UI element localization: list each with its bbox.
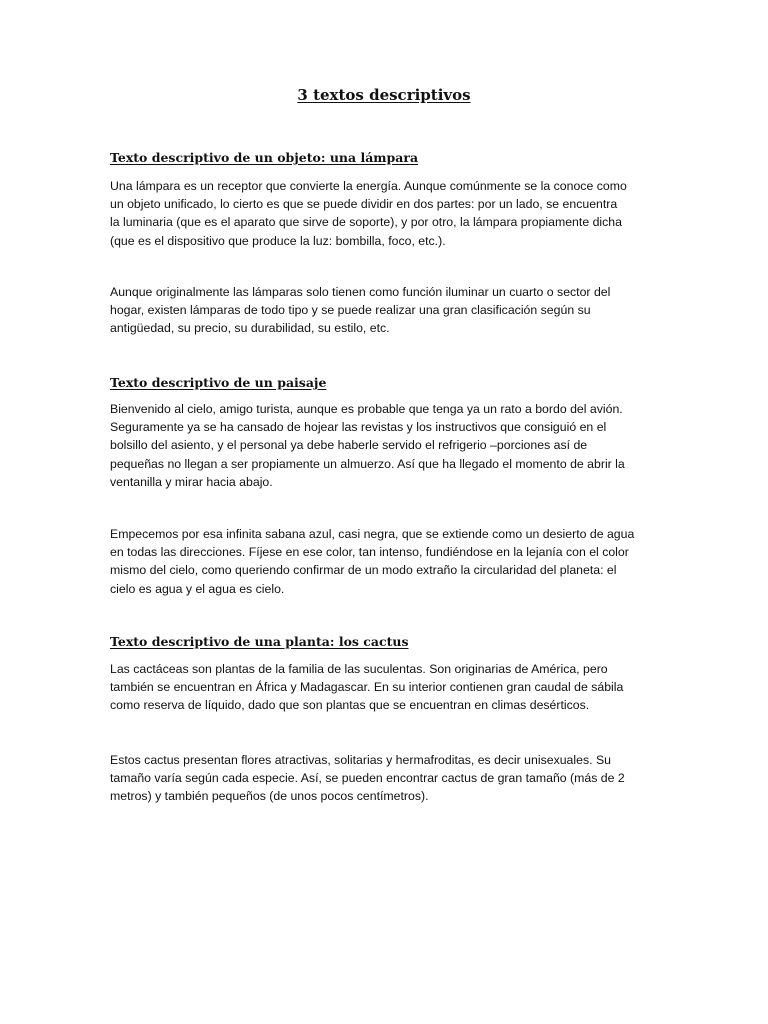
paragraph-paisaje-1 bbox=[110, 400, 658, 491]
text-line: metros) y también pequeños (de unos pocos centímetros). bbox=[110, 789, 429, 804]
section-heading-paisaje: Texto descriptivo de un paisaje bbox=[110, 375, 327, 390]
paragraph-cactus-1 bbox=[110, 660, 658, 715]
section-heading-lampara: Texto descriptivo de un objeto: una lámpara bbox=[110, 150, 419, 165]
paragraph-lampara-2 bbox=[110, 283, 658, 338]
section-heading-cactus: Texto descriptivo de una planta: los cactus bbox=[110, 634, 409, 649]
document-title: 3 textos descriptivos bbox=[297, 86, 471, 104]
text-line: también se encuentran en África y Madagascar. En su interior contienen gran caudal de sábila bbox=[110, 680, 624, 695]
text-line: antigüedad, su precio, su durabilidad, su estilo, etc. bbox=[110, 321, 390, 336]
text-line: mismo del cielo, como queriendo confirmar de un modo extraño la circularidad del planeta: el bbox=[110, 563, 617, 578]
text-line: tamaño varía según cada especie. Así, se pueden encontrar cactus de gran tamaño (más de 2 bbox=[110, 771, 625, 786]
text-line: (que es el dispositivo que produce la luz: bombilla, foco, etc.). bbox=[110, 233, 446, 248]
text-line: cielo es agua y el agua es cielo. bbox=[110, 581, 285, 596]
text-line: un objeto unificado, lo cierto es que se puede dividir en dos partes: por un lado, se encuentra bbox=[110, 197, 618, 212]
paragraph-paisaje-2 bbox=[110, 525, 658, 598]
text-line: Estos cactus presentan flores atractivas, solitarias y hermafroditas, es decir unisexuales. Su bbox=[110, 753, 611, 767]
text-line: pequeñas no llegan a ser propiamente un almuerzo. Así que ha llegado el momento de abrir la bbox=[110, 456, 625, 471]
text-line: en todas las direcciones. Fíjese en ese color, tan intenso, fundiéndose en la lejanía con el color bbox=[110, 545, 629, 560]
text-line: Las cactáceas son plantas de la familia de las suculentas. Son originarias de América, pero bbox=[110, 662, 608, 676]
text-line: hogar, existen lámparas de todo tipo y se puede realizar una gran clasificación según su bbox=[110, 303, 591, 318]
text-line: Empecemos por esa infinita sabana azul, casi negra, que se extiende como un desierto de agua bbox=[110, 527, 635, 541]
text-line: Bienvenido al cielo, amigo turista, aunque es probable que tenga ya un rato a bordo del avión. bbox=[110, 402, 623, 416]
text-line: bolsillo del asiento, y el personal ya debe haberle servido el refrigerio –porciones así de bbox=[110, 438, 588, 453]
text-line: ventanilla y mirar hacia abajo. bbox=[110, 474, 273, 489]
paragraph-lampara-1 bbox=[110, 177, 658, 250]
text-line: Una lámpara es un receptor que convierte la energía. Aunque comúnmente se la conoce como bbox=[110, 179, 627, 193]
text-line: Aunque originalmente las lámparas solo tienen como función iluminar un cuarto o sector del bbox=[110, 285, 611, 299]
paragraph-cactus-2 bbox=[110, 751, 658, 806]
text-line: Seguramente ya se ha cansado de hojear las revistas y los instructivos que consiguió en el bbox=[110, 420, 607, 435]
text-line: como reserva de líquido, dado que son plantas que se encuentran en climas desérticos. bbox=[110, 698, 590, 713]
text-line: la luminaria (que es el aparato que sirve de soporte), y por otro, la lámpara propiamente dicha bbox=[110, 215, 622, 230]
